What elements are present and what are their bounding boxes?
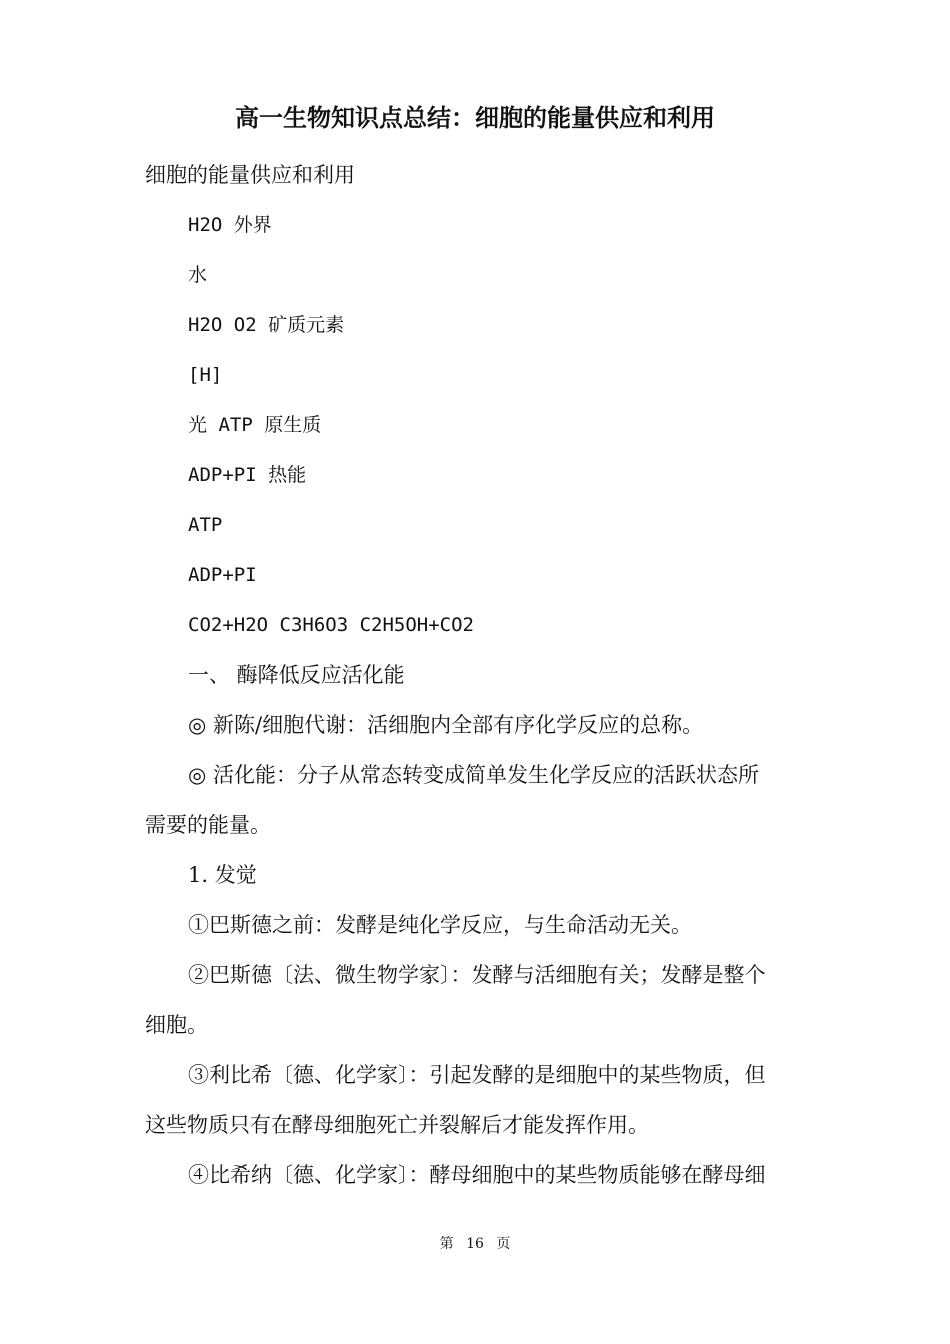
subheading-discovery: 1. 发觉 [188,863,257,887]
diagram-line: ADP+PI [188,564,257,586]
list-item-liebig-cont: 这些物质只有在酵母细胞死亡并裂解后才能发挥作用。 [145,1113,649,1137]
paragraph-activation-energy: ◎ 活化能：分子从常态转变成简单发生化学反应的活跃状态所 [188,763,759,787]
diagram-line: 光 ATP 原生质 [188,414,322,436]
document-body [145,150,810,1200]
diagram-line: ATP [188,514,223,536]
page-title: 高一生物知识点总结：细胞的能量供应和利用 [235,103,715,132]
diagram-line: [H] [188,364,223,386]
footer-prefix: 第 [439,1236,454,1252]
paragraph-metabolism: ◎ 新陈/细胞代谢：活细胞内全部有序化学反应的总称。 [188,713,704,737]
diagram-line: H2O 外界 [188,214,272,236]
footer-suffix: 页 [496,1236,511,1252]
list-item-pasteur-cont: 细胞。 [145,1013,208,1037]
section-heading: 一、 酶降低反应活化能 [188,663,405,687]
diagram-line: H2O O2 矿质元素 [188,314,345,336]
list-item-pasteur: ②巴斯德〔法、微生物学家〕：发酵与活细胞有关；发酵是整个 [188,963,766,987]
diagram-line: 水 [188,264,208,286]
subtitle: 细胞的能量供应和利用 [145,163,355,187]
diagram-line: CO2+H2O C3H6O3 C2H5OH+CO2 [188,614,474,636]
list-item-buchner: ④比希纳〔德、化学家〕：酵母细胞中的某些物质能够在酵母细 [188,1163,766,1187]
paragraph-activation-energy-cont: 需要的能量。 [145,813,271,837]
page-number: 16 [466,1236,484,1252]
diagram-line: ADP+PI 热能 [188,464,307,486]
list-item-liebig: ③利比希〔德、化学家〕：引起发酵的是细胞中的某些物质，但 [188,1063,766,1087]
list-item-pasteur-before: ①巴斯德之前：发酵是纯化学反应，与生命活动无关。 [188,913,692,937]
page-footer [0,1234,950,1254]
